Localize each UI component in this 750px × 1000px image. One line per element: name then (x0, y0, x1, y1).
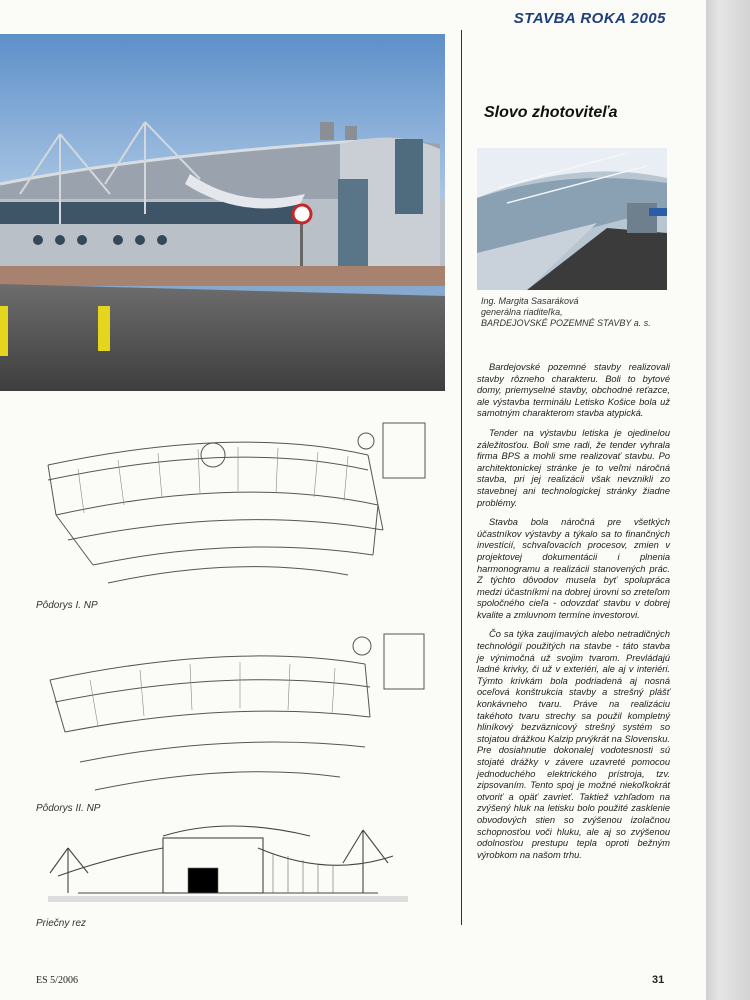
column-divider (461, 30, 462, 925)
page-edge-shadow (706, 0, 750, 1000)
article-paragraph: Bardejovské pozemné stavby realizovali stavby rôzneho charakteru. Boli to bytové domy, priemyselné stavby, obchodné reťazce, ale výstavba terminálu Letisko Košice bola už samotným charakterom stavba atypická. (477, 362, 670, 419)
floor-plan-upper (40, 622, 440, 800)
article-paragraph: Tender na výstavbu letiska je ojedinelou záležitosťou. Boli sme radi, že tender vyhrala firma BPS a mohli sme realizovať stavbu. Po architektonickej stránke je to veľmi náročná stavba, pri jej realizácii však nevznikli zo stavebnej ani technologickej stránky žiadne problémy. (477, 427, 670, 508)
floor-plan-upper-label: Pôdorys II. NP (36, 803, 101, 814)
article-paragraph: Čo sa týka zaujímavých alebo netradičných technológií použitých na stavbe - táto stavba je výnimočná už svojim tvarom. Prevládajú ladné krivky, či už v exteriéri, ale aj v interiéri. Týmto krivkám bola podriadená aj nosná oceľová konštrukcia stavby a strešný plášť konkávneho tvaru. Práve na realizáciu takéhoto tvaru strechy sa použil kompletný hliníkový bezväznicový strešný systém so stojatou drážkou Kalzip prvýkrát na Slovensku. Pre dosiahnutie dokonalej vodotesnosti sú stojaté drážky v závere uzavreté pomocou jednoduchého elektrického prístroja, tzv. zipsovaním. Tento spoj je možné niekoľkokrát otvoriť a opäť zavrieť. Taktiež vzhľadom na zvýšený hluk na letisku bolo použité zasklenie obvodových stien so zvýšenou izolačnou schopnosťou voči hluku, ale aj so zvýšenou odolnosťou prestupu tepla oproti bežným výrobkom na našom trhu. (477, 629, 670, 860)
photo-caption (481, 296, 671, 329)
floor-plan-ground (38, 405, 438, 595)
page-number: 31 (652, 974, 665, 986)
floor-plan-ground-label: Pôdorys I. NP (36, 600, 98, 611)
article-paragraph: Stavba bola náročná pre všetkých účastníkov výstavby a týkalo sa to finančných investícií, schvaľovacích procesov, zmien v projektovej dokumentácii i plnenia harmonogramu a realizácii stanovených prác. Z týchto dôvodov musela byť spolupráca medzi účastníkmi na dobrej úrovni so zreteľom spoločného cieľa - odovzdať stavbu v dobrej kvalite a zmluvnom termíne investorovi. (477, 517, 670, 620)
caption-position: generálna riaditeľka, (481, 307, 563, 317)
cross-section-drawing (48, 818, 408, 918)
cross-section-label: Priečny rez (36, 918, 87, 929)
terminal-exterior-photo (0, 34, 445, 391)
magazine-section-tag: STAVBA ROKA 2005 (513, 10, 666, 27)
terminal-interior-photo (477, 148, 667, 290)
caption-name: Ing. Margita Sasaráková (481, 296, 579, 306)
issue-label: ES 5/2006 (36, 975, 78, 986)
article-body (477, 362, 670, 869)
caption-company: BARDEJOVSKÉ POZEMNÉ STAVBY a. s. (481, 318, 651, 328)
article-title: Slovo zhotoviteľa (484, 104, 618, 121)
